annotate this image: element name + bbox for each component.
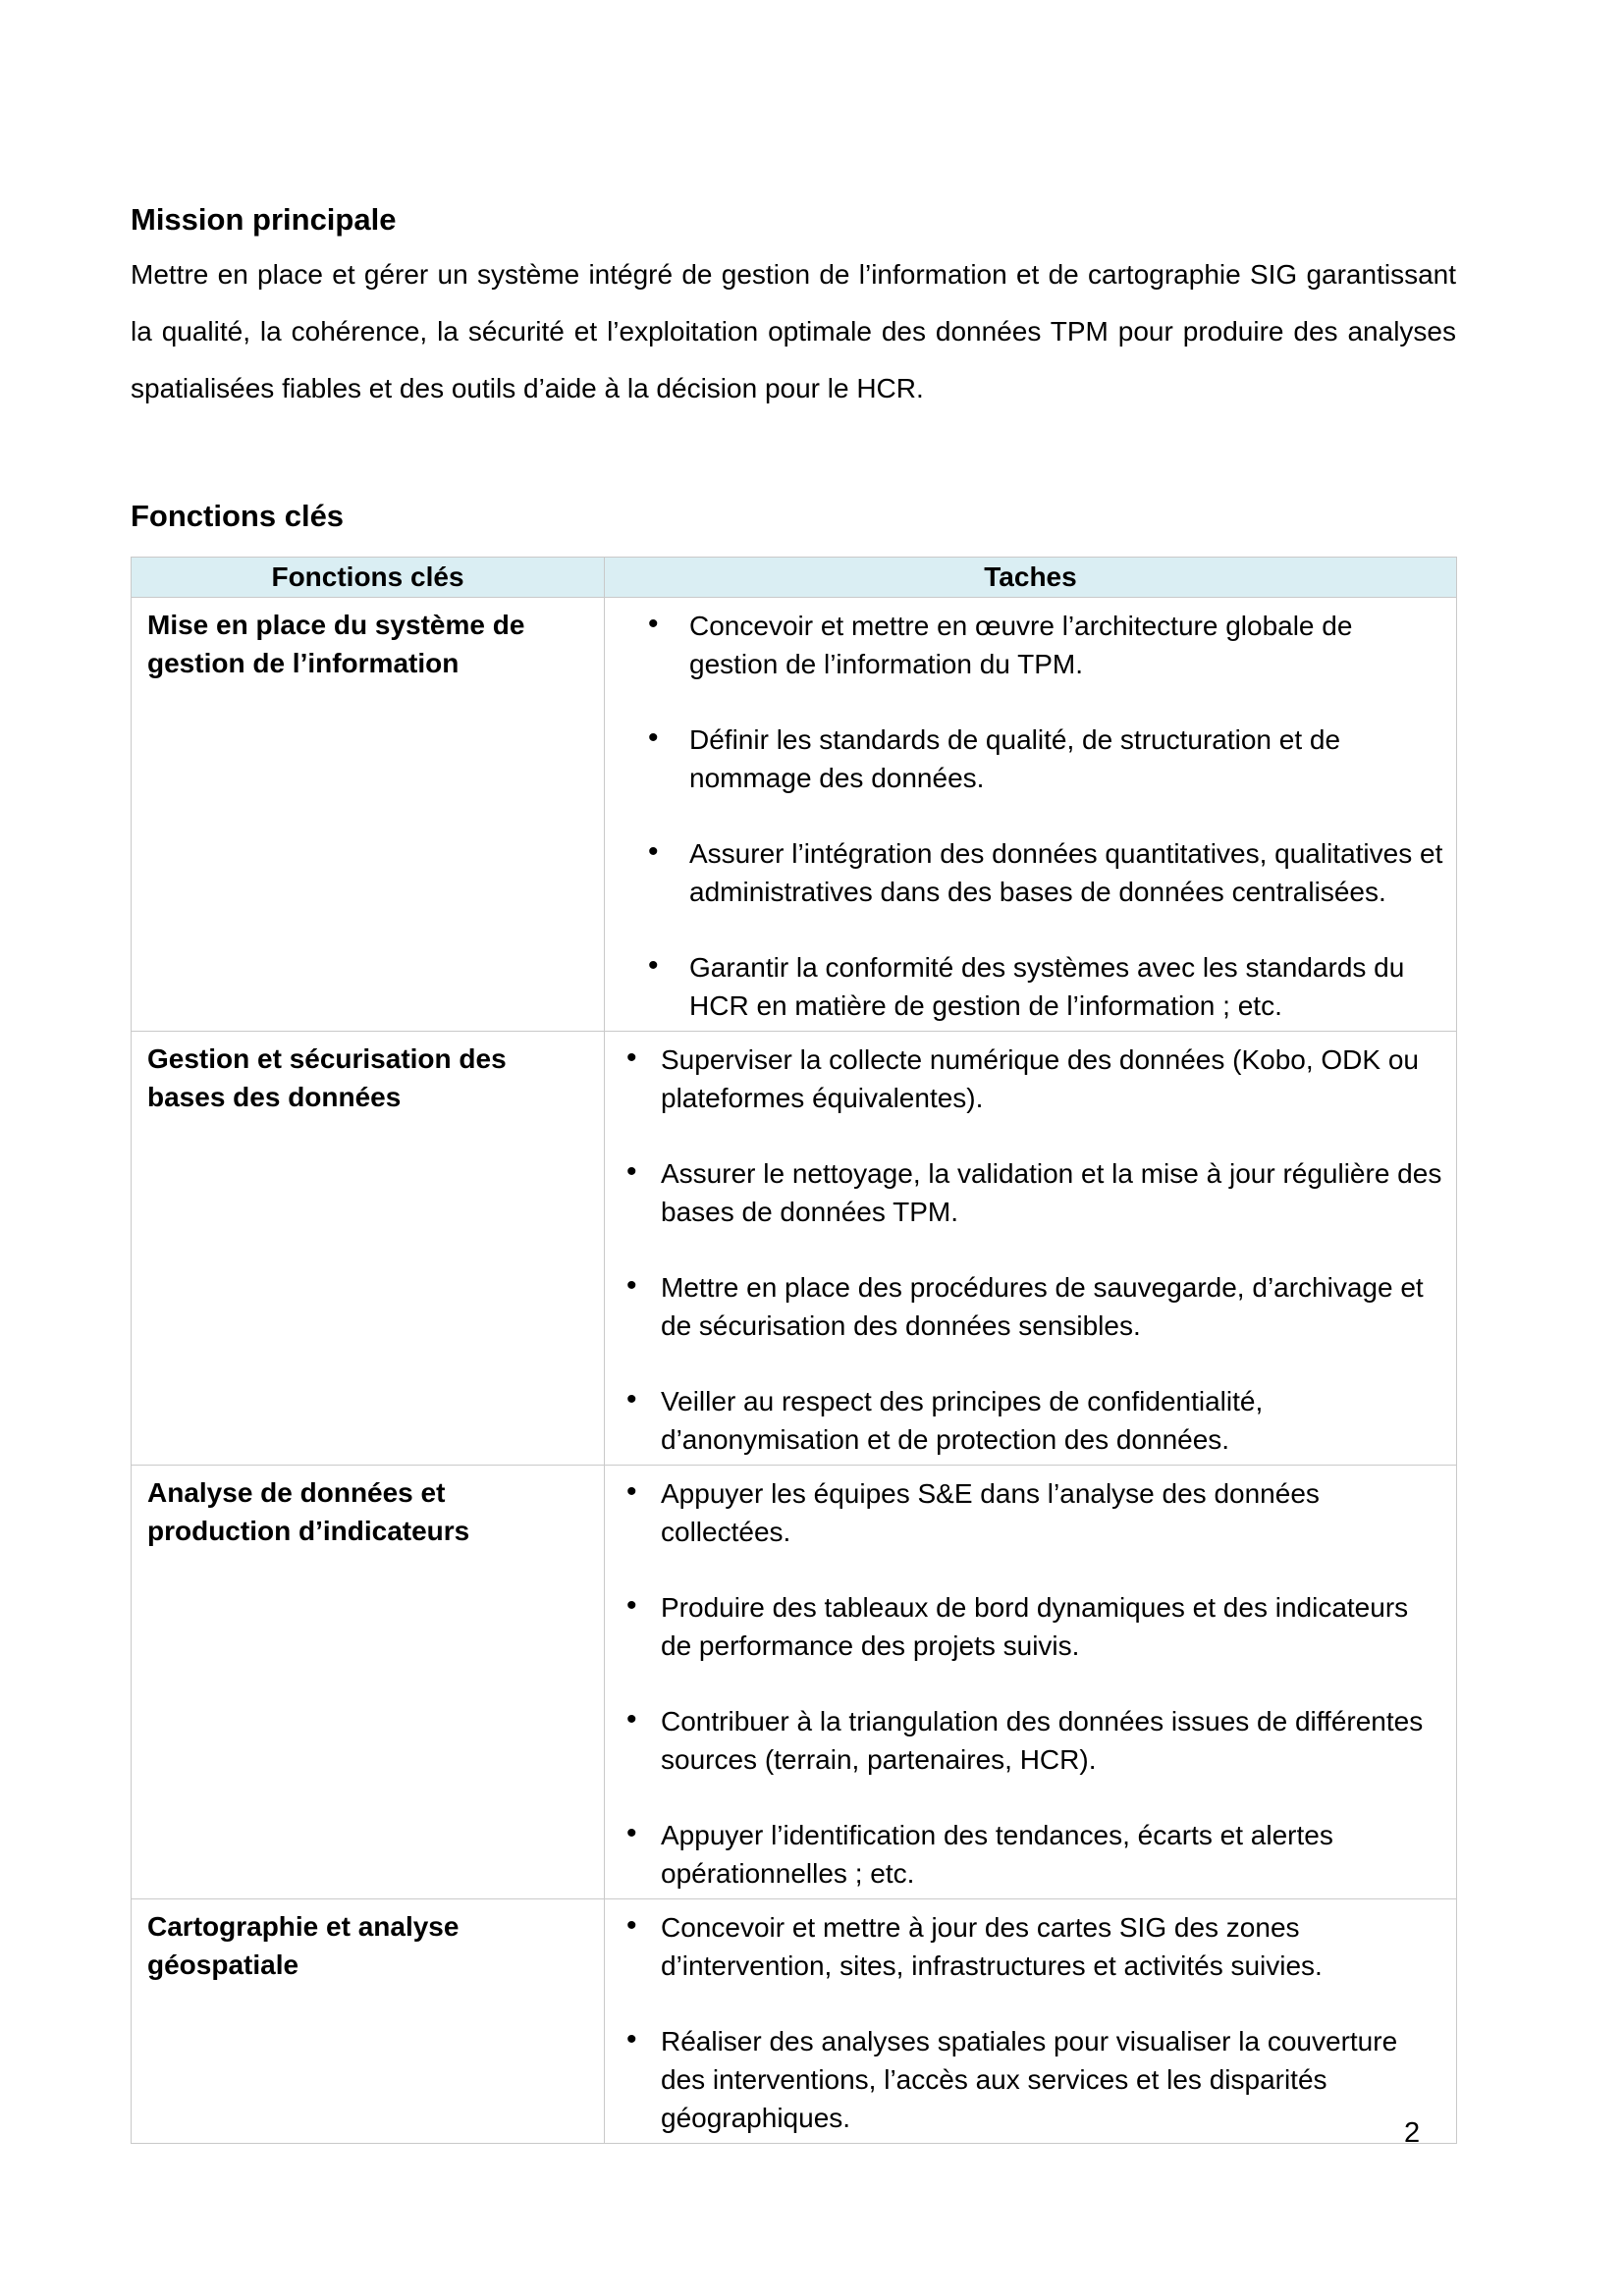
- bullet-icon: •: [626, 1269, 637, 1302]
- task-text: Veiller au respect des principes de confidentialité, d’anonymisation et de protection des données.: [661, 1386, 1264, 1455]
- functions-heading: Fonctions clés: [131, 499, 345, 533]
- table-row: [132, 1032, 1457, 1466]
- bullet-icon: •: [648, 835, 659, 868]
- task-item: [605, 1816, 1446, 1893]
- task-text: Réaliser des analyses spatiales pour visualiser la couverture des interventions, l’accès aux services et les disparités géographiques.: [661, 2026, 1398, 2133]
- bullet-icon: •: [648, 608, 659, 640]
- table-body: [132, 598, 1457, 2144]
- bullet-icon: •: [648, 721, 659, 754]
- task-text: Contribuer à la triangulation des données issues de différentes sources (terrain, partenaires, HCR).: [661, 1706, 1424, 1775]
- task-text: Mettre en place des procédures de sauvegarde, d’archivage et de sécurisation des données sensibles.: [661, 1272, 1424, 1341]
- task-item: [605, 1474, 1446, 1551]
- bullet-icon: •: [626, 1703, 637, 1735]
- task-text: Appuyer les équipes S&E dans l’analyse des données collectées.: [661, 1478, 1320, 1547]
- task-text: Définir les standards de qualité, de structuration et de nommage des données.: [689, 724, 1341, 793]
- task-text: Assurer le nettoyage, la validation et la mise à jour régulière des bases de données TPM.: [661, 1158, 1442, 1227]
- task-list: [605, 1474, 1446, 1893]
- tasks-cell: [605, 1032, 1457, 1466]
- header-cell-taches: Taches: [605, 558, 1457, 598]
- task-item: [605, 1702, 1446, 1779]
- task-item: [605, 607, 1446, 683]
- page-number: 2: [1404, 2117, 1421, 2149]
- task-text: Concevoir et mettre en œuvre l’architecture globale de gestion de l’information du TPM.: [689, 611, 1353, 679]
- task-item: [605, 1154, 1446, 1231]
- task-item: [605, 1041, 1446, 1117]
- task-item: [605, 834, 1446, 911]
- functions-table: [131, 557, 1457, 2144]
- task-text: Superviser la collecte numérique des données (Kobo, ODK ou plateformes équivalentes).: [661, 1044, 1419, 1113]
- bullet-icon: •: [626, 1383, 637, 1415]
- task-item: [605, 948, 1446, 1025]
- table-row: [132, 1466, 1457, 1899]
- task-text: Assurer l’intégration des données quantitatives, qualitatives et administratives dans des bases de données centralisées.: [689, 838, 1443, 907]
- function-cell: Mise en place du système de gestion de l’information: [132, 598, 605, 1032]
- bullet-icon: •: [626, 1817, 637, 1849]
- bullet-icon: •: [626, 1475, 637, 1508]
- function-cell: Cartographie et analyse géospatiale: [132, 1899, 605, 2144]
- header-cell-fonctions: Fonctions clés: [132, 558, 605, 598]
- bullet-icon: •: [626, 1041, 637, 1074]
- task-item: [605, 1908, 1446, 1985]
- tasks-cell: [605, 1899, 1457, 2144]
- tasks-cell: [605, 598, 1457, 1032]
- table-header: [132, 558, 1457, 598]
- task-list: [605, 607, 1446, 1025]
- function-cell: Analyse de données et production d’indicateurs: [132, 1466, 605, 1899]
- task-item: [605, 1588, 1446, 1665]
- bullet-icon: •: [626, 1589, 637, 1622]
- table-header-row: [132, 558, 1457, 598]
- table-row: [132, 598, 1457, 1032]
- function-cell: Gestion et sécurisation des bases des données: [132, 1032, 605, 1466]
- task-text: Produire des tableaux de bord dynamiques et des indicateurs de performance des projets suivis.: [661, 1592, 1409, 1661]
- mission-paragraph: Mettre en place et gérer un système intégré de gestion de l’information et de cartographie SIG garantissant la qualité, la cohérence, la sécurité et l’exploitation optimale des données TPM pour produire des analyses spatialisées fiables et des outils d’aide à la décision pour le HCR.: [131, 259, 1456, 403]
- task-item: [605, 721, 1446, 797]
- bullet-icon: •: [626, 1155, 637, 1188]
- task-text: Appuyer l’identification des tendances, écarts et alertes opérationnelles ; etc.: [661, 1820, 1333, 1889]
- mission-heading: Mission principale: [131, 202, 397, 237]
- task-item: [605, 1382, 1446, 1459]
- bullet-icon: •: [648, 949, 659, 982]
- task-text: Concevoir et mettre à jour des cartes SIG des zones d’intervention, sites, infrastructures et activités suivies.: [661, 1912, 1323, 1981]
- task-text: Garantir la conformité des systèmes avec les standards du HCR en matière de gestion de l’information ; etc.: [689, 952, 1405, 1021]
- task-item: [605, 1268, 1446, 1345]
- tasks-cell: [605, 1466, 1457, 1899]
- task-item: [605, 2022, 1446, 2137]
- task-list: [605, 1041, 1446, 1459]
- page-content: [131, 0, 1456, 2144]
- bullet-icon: •: [626, 2023, 637, 2056]
- bullet-icon: •: [626, 1909, 637, 1942]
- task-list: [605, 1908, 1446, 2137]
- table-row: [132, 1899, 1457, 2144]
